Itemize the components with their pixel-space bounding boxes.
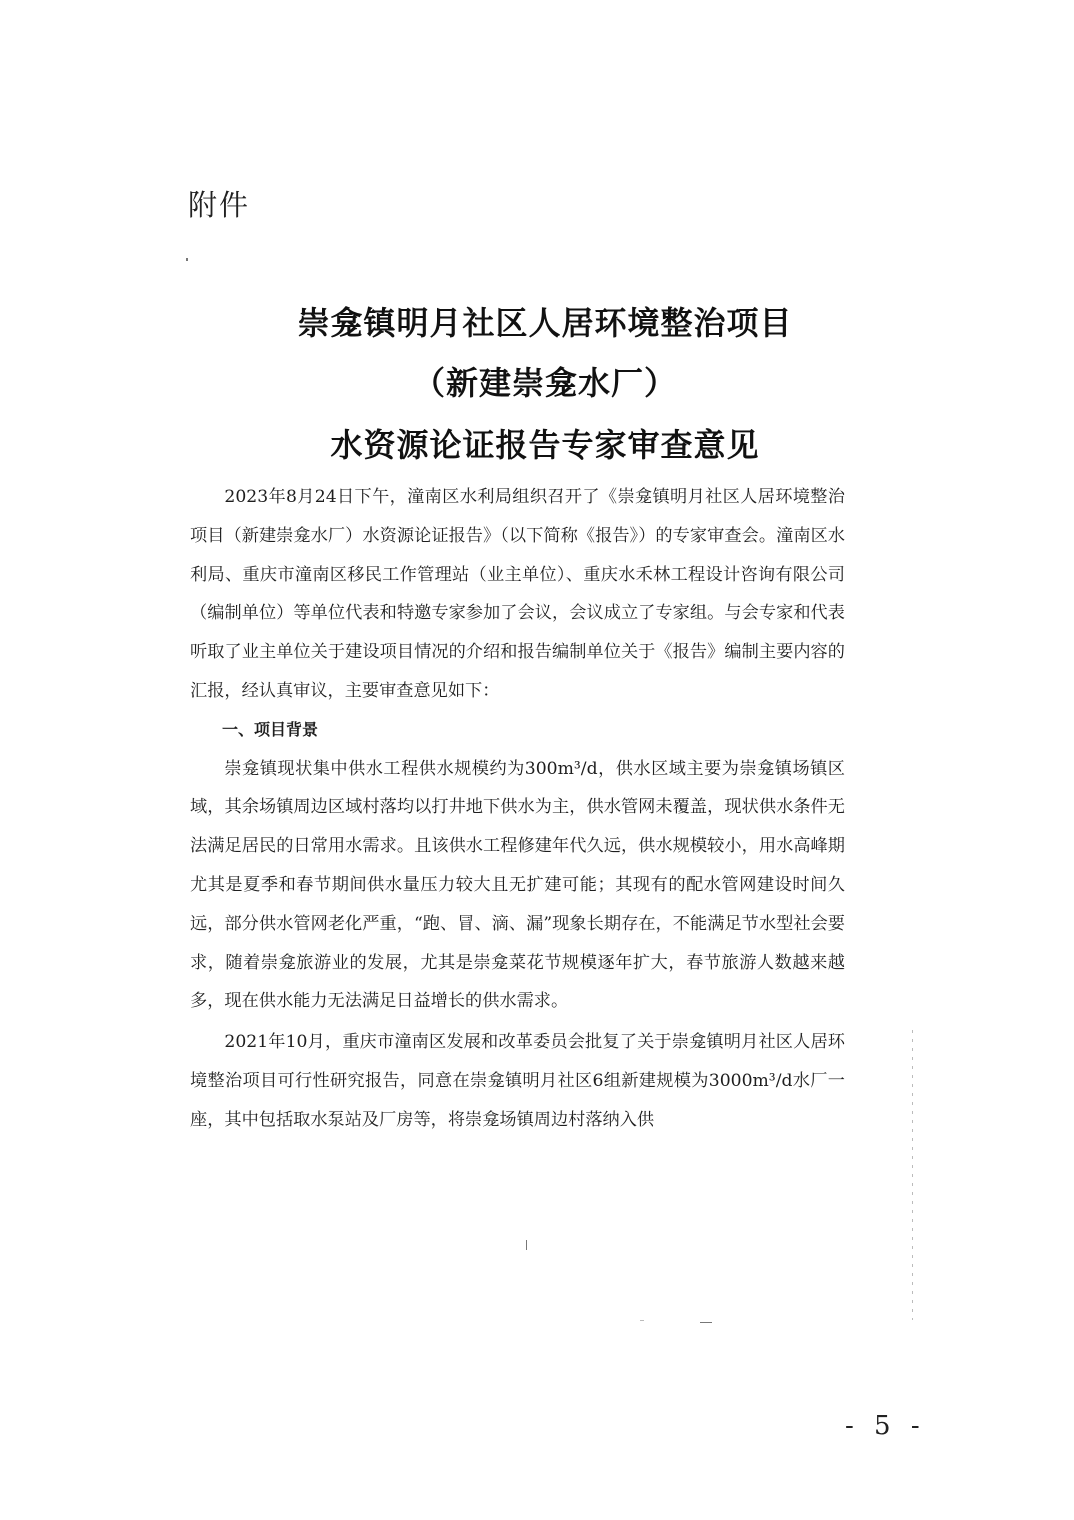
body-text [190,478,845,1140]
section-heading-project-background: 一、项目背景 [222,719,319,739]
paragraph-intro: 2023年8月24日下午，潼南区水利局组织召开了《崇龛镇明月社区人居环境整治项目（新建崇龛水厂）水资源论证报告》（以下简称《报告》）的专家审查会。潼南区水利局、重庆市潼南区移民工作管理站（业主单位）、重庆水禾林工程设计咨询有限公司（编制单位）等单位代表和特邀专家参加了会议，会议成立了专家组。与会专家和代表听取了业主单位关于建设项目情况的介绍和报告编制单位关于《报告》编制主要内容的汇报，经认真审议，主要审查意见如下： [190,487,845,701]
title-line-3: 水资源论证报告专家审查意见 [330,426,760,464]
title-line-1: 崇龛镇明月社区人居环境整治项目 [297,304,793,342]
scan-speck [640,1320,644,1321]
scan-speck [526,1240,527,1250]
paragraph-background-2: 2021年10月，重庆市潼南区发展和改革委员会批复了关于崇龛镇明月社区人居环境整治项目可行性研究报告，同意在崇龛镇明月社区6组新建规模为3000m³/d水厂一座，其中包括取水泵站及厂房等，将崇龛场镇周边村落纳入供 [190,1032,845,1130]
page-number: - 5 - [845,1411,926,1441]
paragraph-background-1: 崇龛镇现状集中供水工程供水规模约为300m³/d，供水区域主要为崇龛镇场镇区域，其余场镇周边区域村落均以打井地下供水为主，供水管网未覆盖，现状供水条件无法满足居民的日常用水需求。且该供水工程修建年代久远，供水规模较小，用水高峰期尤其是夏季和春节期间供水量压力较大且无扩建可能；其现有的配水管网建设时间久远，部分供水管网老化严重，“跑、冒、滴、漏”现象长期存在，不能满足节水型社会要求，随着崇龛旅游业的发展，尤其是崇龛菜花节规模逐年扩大，春节旅游人数越来越多，现在供水能力无法满足日益增长的供水需求。 [190,758,845,1012]
scan-speck [700,1322,712,1323]
attachment-label: 附件 [188,188,251,222]
title-line-2: （新建崇龛水厂） [412,364,677,402]
scan-speck [186,258,188,261]
scan-edge-artifact [912,1030,913,1320]
